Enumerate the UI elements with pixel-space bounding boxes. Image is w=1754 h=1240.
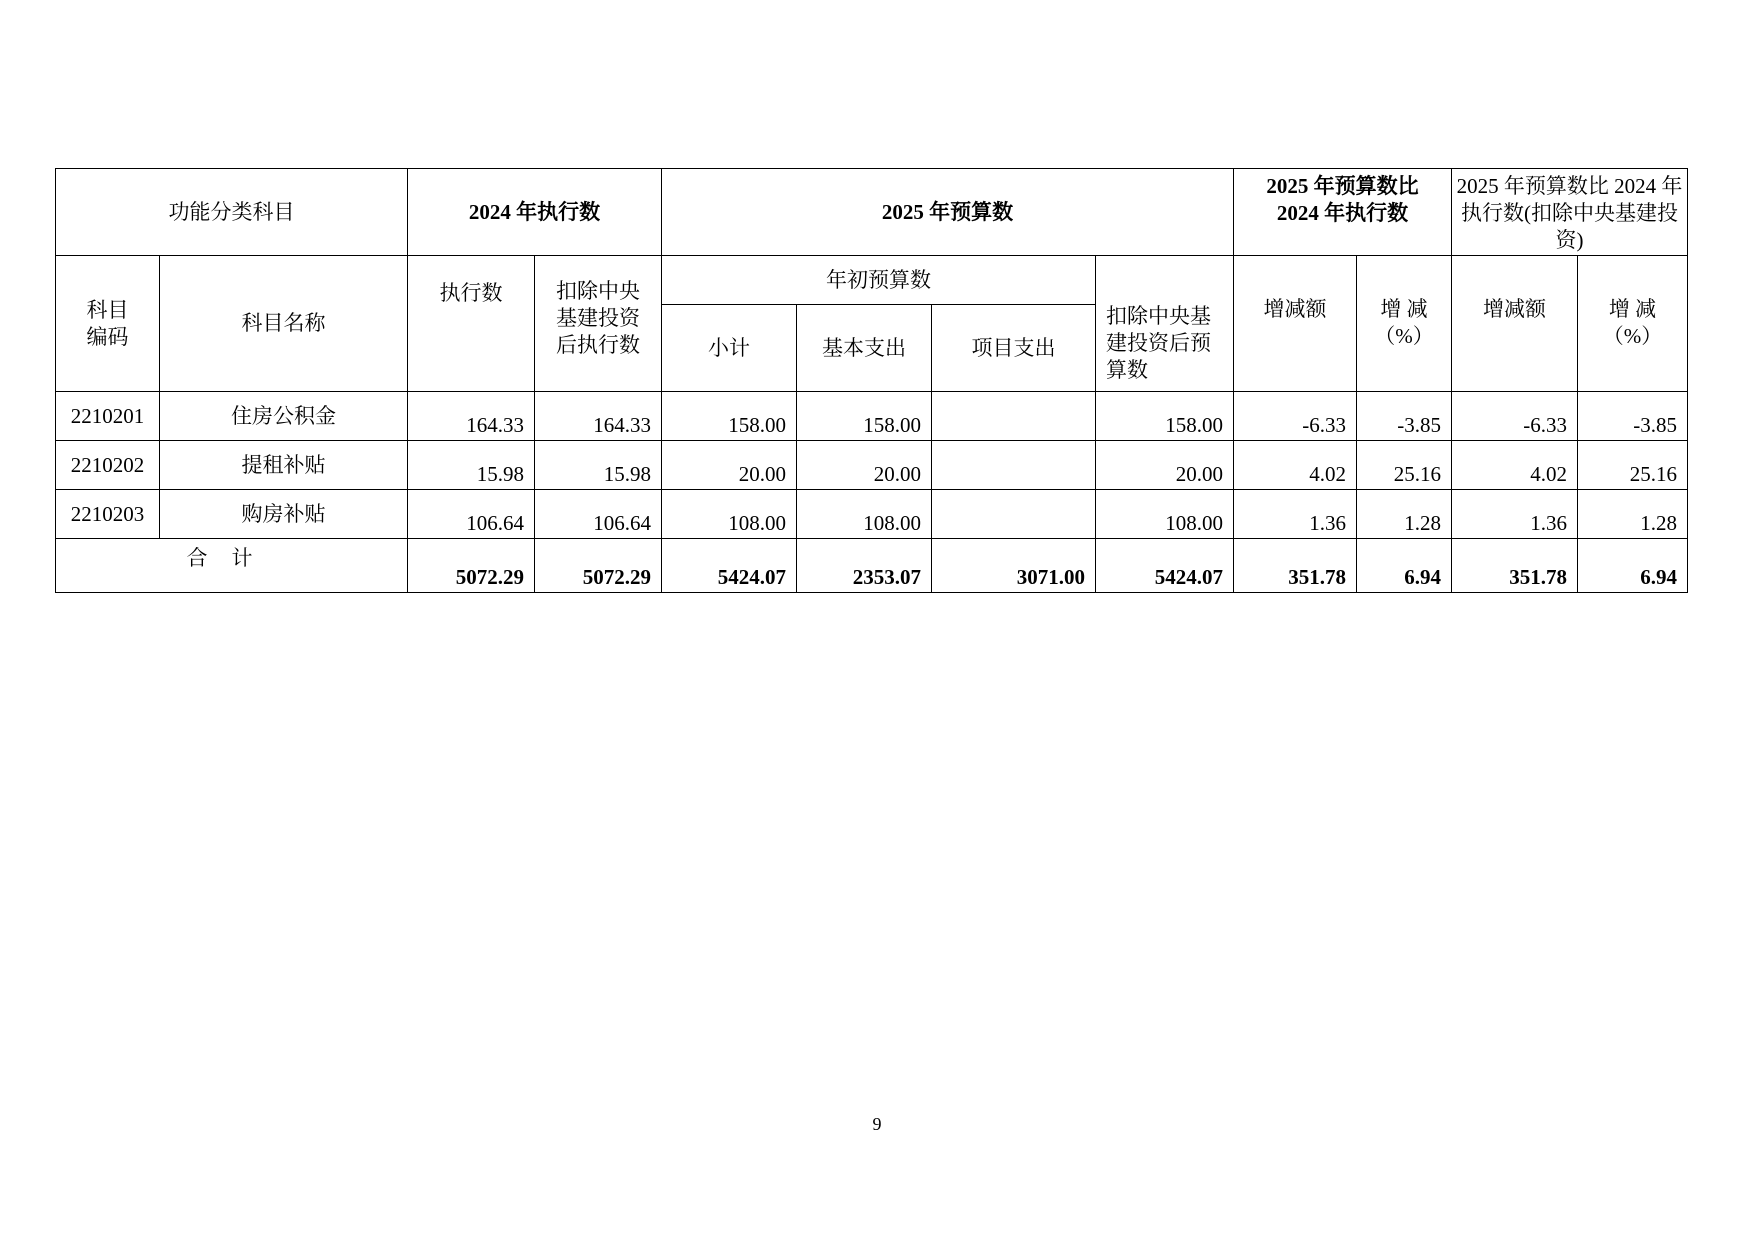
- row-project: [932, 441, 1096, 490]
- row-exec: 15.98: [408, 441, 535, 490]
- page-number: 9: [872, 1114, 882, 1134]
- row-basic: 20.00: [797, 441, 932, 490]
- table-row: [56, 441, 1688, 490]
- row-code: 2210201: [56, 392, 160, 441]
- header-initial-budget: 年初预算数: [662, 256, 1096, 305]
- header-change-pct: 增 减（%）: [1357, 256, 1452, 392]
- row-subtotal: 20.00: [662, 441, 797, 490]
- header-change-amount: 增减额: [1234, 256, 1357, 392]
- table-row: [56, 392, 1688, 441]
- total-change: 351.78: [1234, 539, 1357, 593]
- total-project: 3071.00: [932, 539, 1096, 593]
- total-pct-2: 6.94: [1578, 539, 1688, 593]
- header-change-amount-2: 增减额: [1452, 256, 1578, 392]
- row-pct: -3.85: [1357, 392, 1452, 441]
- total-exec-excl: 5072.29: [535, 539, 662, 593]
- header-change-pct-2: 增 减（%）: [1578, 256, 1688, 392]
- row-pct: 1.28: [1357, 490, 1452, 539]
- header-basic-expense: 基本支出: [797, 305, 932, 392]
- row-code: 2210203: [56, 490, 160, 539]
- header-budget-excl: 扣除中央基建投资后预算数: [1096, 256, 1234, 392]
- row-exec: 164.33: [408, 392, 535, 441]
- row-exec: 106.64: [408, 490, 535, 539]
- header-subtotal: 小计: [662, 305, 797, 392]
- header-budget-2025: 2025 年预算数: [662, 169, 1234, 256]
- row-change: -6.33: [1234, 392, 1357, 441]
- header-exec-amount: 执行数: [408, 256, 535, 392]
- header-exec-2024: 2024 年执行数: [408, 169, 662, 256]
- row-change: 1.36: [1234, 490, 1357, 539]
- header-row-1: [56, 169, 1688, 256]
- row-name: 住房公积金: [160, 392, 408, 441]
- row-change-2: 1.36: [1452, 490, 1578, 539]
- total-label: 合计: [56, 539, 408, 593]
- row-basic: 158.00: [797, 392, 932, 441]
- table-row: [56, 490, 1688, 539]
- header-exec-excl: 扣除中央基建投资后执行数: [535, 256, 662, 392]
- total-basic: 2353.07: [797, 539, 932, 593]
- total-change-2: 351.78: [1452, 539, 1578, 593]
- row-code: 2210202: [56, 441, 160, 490]
- row-project: [932, 490, 1096, 539]
- header-subject-code: 科目编码: [56, 256, 160, 392]
- header-project-expense: 项目支出: [932, 305, 1096, 392]
- row-name: 购房补贴: [160, 490, 408, 539]
- row-change: 4.02: [1234, 441, 1357, 490]
- row-exec-excl: 15.98: [535, 441, 662, 490]
- budget-table: [55, 168, 1688, 593]
- row-subtotal: 108.00: [662, 490, 797, 539]
- row-budget-excl: 20.00: [1096, 441, 1234, 490]
- total-row: [56, 539, 1688, 593]
- row-change-2: -6.33: [1452, 392, 1578, 441]
- row-pct-2: 25.16: [1578, 441, 1688, 490]
- row-budget-excl: 108.00: [1096, 490, 1234, 539]
- row-budget-excl: 158.00: [1096, 392, 1234, 441]
- row-subtotal: 158.00: [662, 392, 797, 441]
- row-pct: 25.16: [1357, 441, 1452, 490]
- row-basic: 108.00: [797, 490, 932, 539]
- total-budget-excl: 5424.07: [1096, 539, 1234, 593]
- total-exec: 5072.29: [408, 539, 535, 593]
- row-name: 提租补贴: [160, 441, 408, 490]
- row-pct-2: -3.85: [1578, 392, 1688, 441]
- header-compare-excl: 2025 年预算数比 2024 年执行数(扣除中央基建投资): [1452, 169, 1688, 256]
- header-subject-name: 科目名称: [160, 256, 408, 392]
- total-pct: 6.94: [1357, 539, 1452, 593]
- row-project: [932, 392, 1096, 441]
- total-subtotal: 5424.07: [662, 539, 797, 593]
- header-functional-category: 功能分类科目: [56, 169, 408, 256]
- row-exec-excl: 164.33: [535, 392, 662, 441]
- row-pct-2: 1.28: [1578, 490, 1688, 539]
- row-change-2: 4.02: [1452, 441, 1578, 490]
- header-compare-2024: 2025 年预算数比 2024 年执行数: [1234, 169, 1452, 256]
- row-exec-excl: 106.64: [535, 490, 662, 539]
- header-row-2: [56, 256, 1688, 305]
